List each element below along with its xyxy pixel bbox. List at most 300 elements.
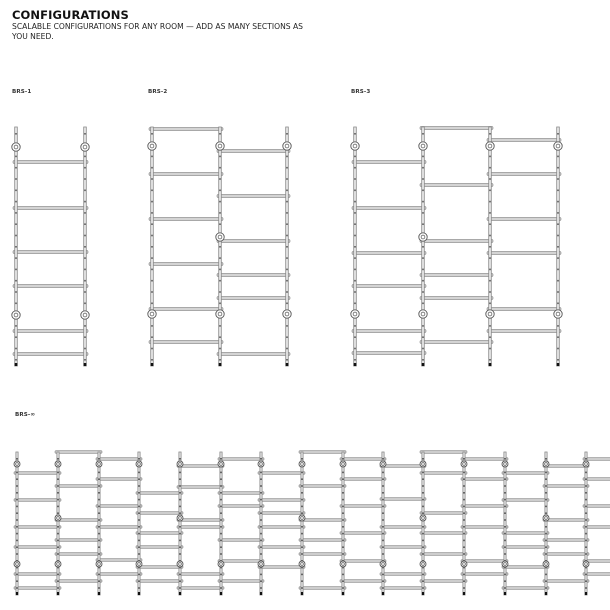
- shelf: [487, 138, 561, 141]
- post-hole: [585, 458, 586, 460]
- page-subtitle: SCALABLE CONFIGURATIONS FOR ANY ROOM — ADD AS MANY SECTIONS AS YOU NEED.: [12, 22, 304, 41]
- post-hole: [354, 269, 355, 271]
- post-hole: [463, 506, 464, 508]
- post-hole: [138, 499, 139, 501]
- post-hole: [382, 574, 383, 576]
- post-hole: [179, 506, 180, 508]
- post-hole: [354, 212, 355, 214]
- shelf: [380, 546, 426, 549]
- post-foot: [422, 592, 424, 595]
- post-hole: [84, 223, 85, 225]
- post-hole: [489, 190, 490, 192]
- shelf: [340, 505, 386, 508]
- post-foot: [219, 363, 222, 366]
- post-hole: [15, 359, 16, 361]
- post-foot: [342, 592, 344, 595]
- post-hole: [57, 472, 58, 474]
- post: [463, 452, 465, 595]
- post-hole: [220, 472, 221, 474]
- post-foot: [557, 363, 560, 366]
- shelf: [136, 492, 183, 495]
- connector-ring: [136, 561, 142, 567]
- post-foot: [354, 363, 357, 366]
- post-hole: [489, 246, 490, 248]
- post: [342, 452, 344, 595]
- post-hole: [585, 580, 586, 582]
- post-hole: [286, 178, 287, 180]
- post-hole: [57, 587, 58, 589]
- post-hole: [463, 519, 464, 521]
- post-hole: [179, 587, 180, 589]
- connector-ring: [258, 561, 264, 567]
- post-hole: [585, 472, 586, 474]
- post-hole: [260, 472, 261, 474]
- post-hole: [557, 133, 558, 135]
- post-foot: [57, 592, 59, 595]
- post-hole: [260, 478, 261, 480]
- post-hole: [15, 190, 16, 192]
- post-hole: [286, 190, 287, 192]
- post-hole: [504, 526, 505, 528]
- shelf: [136, 512, 183, 515]
- post-hole: [354, 235, 355, 237]
- post-hole: [545, 533, 546, 535]
- post-hole: [489, 291, 490, 293]
- post-hole: [286, 325, 287, 327]
- connector-ring: [177, 461, 183, 467]
- post-hole: [98, 574, 99, 576]
- post-hole: [504, 546, 505, 548]
- shelf: [420, 126, 493, 129]
- post-hole: [354, 303, 355, 305]
- post-hole: [557, 223, 558, 225]
- shelf: [14, 472, 61, 475]
- shelf: [217, 273, 290, 276]
- post-hole: [354, 336, 355, 338]
- post-hole: [585, 533, 586, 535]
- post-hole: [151, 325, 152, 327]
- post-hole: [354, 201, 355, 203]
- post-hole: [179, 540, 180, 542]
- post-hole: [382, 580, 383, 582]
- post-hole: [84, 291, 85, 293]
- post-hole: [138, 574, 139, 576]
- post-hole: [16, 499, 17, 501]
- post-hole: [219, 156, 220, 158]
- shelf: [502, 499, 549, 502]
- connector-ring: [299, 561, 305, 567]
- diagram-brs-1: [12, 127, 89, 366]
- post-hole: [585, 512, 586, 514]
- post-hole: [382, 587, 383, 589]
- shelf: [299, 539, 346, 542]
- post-hole: [98, 512, 99, 514]
- shelf: [543, 465, 589, 468]
- post-hole: [422, 156, 423, 158]
- post-hole: [84, 167, 85, 169]
- post: [16, 452, 18, 595]
- shelf: [218, 492, 264, 495]
- post-hole: [219, 303, 220, 305]
- post-hole: [219, 291, 220, 293]
- post: [301, 452, 303, 595]
- post-hole: [545, 485, 546, 487]
- shelf: [55, 519, 102, 522]
- post-hole: [422, 492, 423, 494]
- shelf: [136, 566, 183, 569]
- post-hole: [489, 235, 490, 237]
- post-hole: [138, 526, 139, 528]
- post-hole: [422, 257, 423, 259]
- post-hole: [585, 526, 586, 528]
- post-hole: [84, 235, 85, 237]
- post-hole: [286, 235, 287, 237]
- post-hole: [545, 540, 546, 542]
- post-hole: [286, 359, 287, 361]
- shelf: [217, 194, 290, 197]
- connector-ring: [218, 461, 224, 467]
- post-hole: [151, 178, 152, 180]
- shelf: [149, 172, 223, 175]
- post-hole: [585, 492, 586, 494]
- shelf: [177, 519, 224, 522]
- post-hole: [301, 506, 302, 508]
- shelf: [218, 539, 264, 542]
- post-hole: [15, 133, 16, 135]
- post-hole: [15, 291, 16, 293]
- shelf: [136, 580, 183, 583]
- post-hole: [220, 512, 221, 514]
- connector-ring: [486, 142, 494, 150]
- post-hole: [84, 156, 85, 158]
- post-hole: [260, 546, 261, 548]
- post-hole: [15, 212, 16, 214]
- shelf: [543, 580, 589, 583]
- post-hole: [84, 336, 85, 338]
- shelf: [420, 183, 493, 186]
- post-hole: [219, 246, 220, 248]
- post: [504, 452, 506, 595]
- post-hole: [219, 359, 220, 361]
- post-hole: [15, 269, 16, 271]
- post-hole: [489, 348, 490, 350]
- post-hole: [463, 472, 464, 474]
- shelf: [13, 160, 88, 163]
- diagram-brs-infinity: [14, 451, 610, 595]
- post-hole: [545, 458, 546, 460]
- shelf: [461, 526, 508, 529]
- post-hole: [84, 178, 85, 180]
- post-hole: [382, 458, 383, 460]
- post-hole: [342, 485, 343, 487]
- post-hole: [585, 499, 586, 501]
- shelf: [420, 580, 467, 583]
- connector-ring: [351, 310, 359, 318]
- post-hole: [463, 512, 464, 514]
- post-hole: [585, 485, 586, 487]
- shelf: [14, 546, 61, 549]
- post-hole: [151, 336, 152, 338]
- post-hole: [301, 533, 302, 535]
- post-hole: [463, 492, 464, 494]
- post-hole: [382, 506, 383, 508]
- shelf: [136, 546, 183, 549]
- connector-ring: [380, 461, 386, 467]
- shelf: [14, 573, 61, 576]
- post-hole: [422, 478, 423, 480]
- post-hole: [16, 580, 17, 582]
- post-hole: [16, 492, 17, 494]
- post-hole: [286, 303, 287, 305]
- shelf: [217, 149, 290, 152]
- post-hole: [98, 506, 99, 508]
- post-hole: [585, 506, 586, 508]
- post-hole: [301, 492, 302, 494]
- post-hole: [557, 212, 558, 214]
- post-hole: [138, 492, 139, 494]
- shelf: [502, 587, 549, 590]
- shelf: [487, 329, 561, 332]
- post-hole: [422, 212, 423, 214]
- post-hole: [260, 499, 261, 501]
- shelf: [96, 458, 142, 461]
- post-hole: [15, 280, 16, 282]
- post-hole: [16, 533, 17, 535]
- post-hole: [504, 485, 505, 487]
- post-hole: [342, 458, 343, 460]
- shelf: [352, 206, 426, 209]
- post-hole: [422, 512, 423, 514]
- post-hole: [15, 246, 16, 248]
- post-hole: [463, 478, 464, 480]
- post-hole: [422, 533, 423, 535]
- connector-ring: [96, 561, 102, 567]
- post-hole: [382, 553, 383, 555]
- post-hole: [16, 478, 17, 480]
- post-hole: [98, 546, 99, 548]
- post-hole: [151, 156, 152, 158]
- post-foot: [286, 363, 289, 366]
- shelf: [258, 512, 305, 515]
- shelf: [352, 329, 426, 332]
- shelf: [543, 553, 589, 556]
- post-hole: [260, 533, 261, 535]
- shelf: [13, 284, 88, 287]
- shelf: [420, 553, 467, 556]
- post-hole: [422, 269, 423, 271]
- shelf: [487, 217, 561, 220]
- post: [422, 452, 424, 595]
- connector-ring: [502, 461, 508, 467]
- shelf: [13, 352, 88, 355]
- post-hole: [422, 223, 423, 225]
- post-hole: [16, 512, 17, 514]
- post-hole: [489, 178, 490, 180]
- post-hole: [301, 478, 302, 480]
- connector-ring: [420, 461, 426, 467]
- shelf: [149, 127, 223, 130]
- post-hole: [138, 478, 139, 480]
- post-hole: [585, 478, 586, 480]
- shelf: [55, 451, 102, 454]
- post-hole: [301, 499, 302, 501]
- config-label-brs-infinity: BRS-∞: [15, 412, 36, 418]
- post-hole: [489, 336, 490, 338]
- shelf: [177, 465, 224, 468]
- post-hole: [179, 512, 180, 514]
- post-hole: [15, 201, 16, 203]
- post-hole: [342, 553, 343, 555]
- post-hole: [342, 546, 343, 548]
- post-hole: [219, 348, 220, 350]
- post-hole: [422, 574, 423, 576]
- post-hole: [260, 587, 261, 589]
- post-hole: [84, 269, 85, 271]
- post-hole: [545, 499, 546, 501]
- shelf: [420, 239, 493, 242]
- post-hole: [98, 553, 99, 555]
- post-hole: [219, 336, 220, 338]
- post-hole: [422, 506, 423, 508]
- post-hole: [15, 303, 16, 305]
- post-hole: [138, 512, 139, 514]
- post-hole: [463, 533, 464, 535]
- post-hole: [301, 587, 302, 589]
- post-hole: [57, 540, 58, 542]
- post-hole: [504, 519, 505, 521]
- post-foot: [84, 363, 87, 366]
- post-hole: [545, 574, 546, 576]
- connector-ring: [55, 515, 61, 521]
- post-hole: [151, 291, 152, 293]
- post-hole: [382, 540, 383, 542]
- shelf: [299, 519, 346, 522]
- shelf: [55, 553, 102, 556]
- connector-ring: [283, 142, 291, 150]
- post-hole: [504, 512, 505, 514]
- connector-ring: [419, 233, 427, 241]
- shelf: [461, 478, 508, 481]
- post-hole: [301, 580, 302, 582]
- post-hole: [260, 492, 261, 494]
- shelf: [461, 560, 508, 563]
- post-foot: [545, 592, 547, 595]
- post-hole: [57, 574, 58, 576]
- post: [98, 452, 100, 595]
- post-hole: [57, 553, 58, 555]
- connector-ring: [81, 143, 89, 151]
- post-hole: [557, 303, 558, 305]
- post-hole: [463, 553, 464, 555]
- connector-ring: [486, 310, 494, 318]
- post-hole: [354, 280, 355, 282]
- post-hole: [260, 458, 261, 460]
- post-foot: [260, 592, 262, 595]
- post-hole: [138, 533, 139, 535]
- post-foot: [301, 592, 303, 595]
- post-hole: [585, 574, 586, 576]
- post-hole: [260, 512, 261, 514]
- post-hole: [138, 587, 139, 589]
- post-hole: [151, 212, 152, 214]
- post-hole: [179, 472, 180, 474]
- shelf: [543, 485, 589, 488]
- post-hole: [489, 156, 490, 158]
- shelf: [380, 465, 426, 468]
- shelf: [149, 262, 223, 265]
- post-hole: [504, 506, 505, 508]
- post-hole: [585, 553, 586, 555]
- post-hole: [354, 246, 355, 248]
- shelf: [258, 566, 305, 569]
- post-hole: [151, 190, 152, 192]
- shelf: [177, 526, 224, 529]
- post-hole: [504, 540, 505, 542]
- post-hole: [354, 348, 355, 350]
- post-hole: [16, 485, 17, 487]
- shelf: [217, 296, 290, 299]
- post-hole: [16, 546, 17, 548]
- shelf: [502, 546, 549, 549]
- post-hole: [286, 257, 287, 259]
- shelf: [218, 560, 264, 563]
- post-hole: [585, 519, 586, 521]
- post-hole: [151, 223, 152, 225]
- post-hole: [557, 325, 558, 327]
- post-hole: [219, 167, 220, 169]
- post-hole: [57, 458, 58, 460]
- post-hole: [84, 212, 85, 214]
- post-hole: [504, 472, 505, 474]
- post-hole: [138, 540, 139, 542]
- post-foot: [138, 592, 140, 595]
- post-hole: [422, 246, 423, 248]
- post-hole: [260, 580, 261, 582]
- connector-ring: [583, 461, 589, 467]
- post-hole: [354, 133, 355, 135]
- connector-ring: [136, 461, 142, 467]
- post-hole: [382, 512, 383, 514]
- post-hole: [557, 246, 558, 248]
- post-hole: [260, 519, 261, 521]
- post-hole: [16, 587, 17, 589]
- post-hole: [545, 526, 546, 528]
- connector-ring: [554, 142, 562, 150]
- post-hole: [463, 526, 464, 528]
- post-hole: [422, 325, 423, 327]
- post-foot: [422, 363, 425, 366]
- shelf: [502, 472, 549, 475]
- post-hole: [342, 519, 343, 521]
- connector-ring: [258, 461, 264, 467]
- post-hole: [15, 156, 16, 158]
- post: [179, 452, 181, 595]
- shelf: [218, 505, 264, 508]
- page-title: CONFIGURATIONS: [12, 8, 129, 22]
- post-hole: [219, 223, 220, 225]
- shelf: [461, 505, 508, 508]
- shelf: [55, 580, 102, 583]
- post-hole: [151, 269, 152, 271]
- post-hole: [463, 499, 464, 501]
- post-hole: [98, 499, 99, 501]
- post-hole: [84, 348, 85, 350]
- post-hole: [98, 540, 99, 542]
- post-hole: [57, 580, 58, 582]
- post-hole: [260, 506, 261, 508]
- shelf: [55, 485, 102, 488]
- post-hole: [286, 291, 287, 293]
